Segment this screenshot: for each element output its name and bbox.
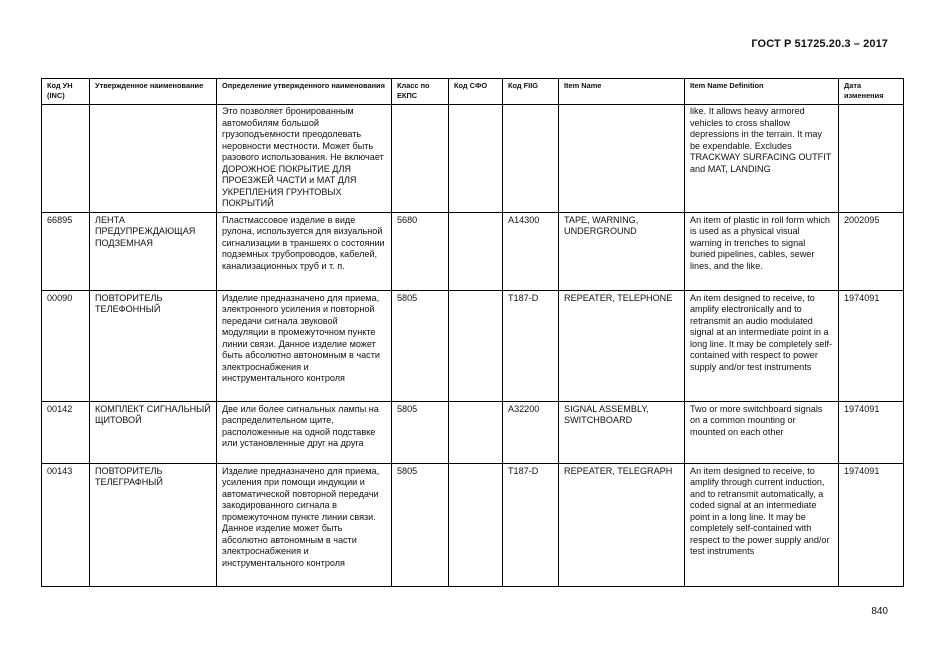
- cell-date-changed: 2002095: [839, 212, 904, 290]
- column-header-item-name: Item Name: [559, 79, 685, 105]
- cell-approved-name-definition: Две или более сигнальных лампы на распределительном щите, расположенные на одной подставке или установленные друг на друга: [217, 401, 392, 463]
- cell-item-name-definition: Two or more switchboard signals on a common mounting or mounted on each other: [685, 401, 839, 463]
- cell-sfo-code: [449, 290, 503, 401]
- cell-approved-name-definition: Пластмассовое изделие в виде рулона, используется для визуальной сигнализации в траншеях о состоянии подземных трубопроводов, кабелей, канализационных труб и т. п.: [217, 212, 392, 290]
- cell-approved-name-definition: Изделие предназначено для приема, усиления при помощи индукции и автоматической повторной передачи закодированного сигнала в промежуточном пункте линии связи. Данное изделие может быть абсолютно автономным в части электроснабжения и инструментального контроля: [217, 463, 392, 586]
- cell-approved-name: [90, 105, 217, 213]
- column-header-ekps-class: Класс по ЕКПС: [392, 79, 449, 105]
- cell-approved-name-definition: Изделие предназначено для приема, электронного усиления и повторной передачи сигнала звуковой модуляции в промежуточном пункте линии связи. Данное изделие может быть абсолютно автономным в части электроснабжения и инструментального контроля: [217, 290, 392, 401]
- cell-date-changed: 1974091: [839, 401, 904, 463]
- column-header-approved-name: Утвержденное наименование: [90, 79, 217, 105]
- cell-fiig-code: T187-D: [503, 463, 559, 586]
- cell-inc: 66895: [42, 212, 90, 290]
- cell-item-name: TAPE, WARNING, UNDERGROUND: [559, 212, 685, 290]
- cell-item-name: REPEATER, TELEGRAPH: [559, 463, 685, 586]
- cell-item-name-definition: An item of plastic in roll form which is used as a physical visual warning in trenches to signal buried pipelines, cables, sewer lines, and the like.: [685, 212, 839, 290]
- cell-item-name: [559, 105, 685, 213]
- cell-fiig-code: [503, 105, 559, 213]
- cell-approved-name: КОМПЛЕКТ СИГНАЛЬНЫЙ ЩИТОВОЙ: [90, 401, 217, 463]
- cell-date-changed: 1974091: [839, 290, 904, 401]
- cell-ekps-class: 5805: [392, 401, 449, 463]
- cell-item-name-definition: An item designed to receive, to amplify through current induction, and to retransmit automatically, a coded signal at an intermediate point in a long line. It may be completely self-contained with respect to the power supply and/or test instruments: [685, 463, 839, 586]
- cell-item-name: REPEATER, TELEPHONE: [559, 290, 685, 401]
- cell-ekps-class: 5805: [392, 463, 449, 586]
- cell-approved-name: ПОВТОРИТЕЛЬ ТЕЛЕГРАФНЫЙ: [90, 463, 217, 586]
- cell-fiig-code: A14300: [503, 212, 559, 290]
- document-standard-header: ГОСТ Р 51725.20.3 – 2017: [751, 38, 888, 50]
- column-header-item-name-definition: Item Name Definition: [685, 79, 839, 105]
- table-header-row: [42, 79, 904, 105]
- cell-sfo-code: [449, 401, 503, 463]
- cell-date-changed: [839, 105, 904, 213]
- table-row: [42, 290, 904, 401]
- cell-fiig-code: T187-D: [503, 290, 559, 401]
- cell-ekps-class: [392, 105, 449, 213]
- cell-item-name: SIGNAL ASSEMBLY, SWITCHBOARD: [559, 401, 685, 463]
- column-header-date-changed: Дата изменения: [839, 79, 904, 105]
- cell-item-name-definition: like. It allows heavy armored vehicles to cross shallow depressions in the terrain. It may be expendable. Excludes TRACKWAY SURFACING OUTFIT and MAT, LANDING: [685, 105, 839, 213]
- cell-ekps-class: 5805: [392, 290, 449, 401]
- cell-item-name-definition: An item designed to receive, to amplify electronically and to retransmit an audio modulated signal at an intermediate point in a long line. It may be completely self-contained with respect to power supply and/or test instruments: [685, 290, 839, 401]
- column-header-approved-name-definition: Определение утвержденного наименования: [217, 79, 392, 105]
- table-row: [42, 463, 904, 586]
- column-header-fiig-code: Код FIIG: [503, 79, 559, 105]
- cell-date-changed: 1974091: [839, 463, 904, 586]
- cell-inc: 00142: [42, 401, 90, 463]
- table-row: [42, 212, 904, 290]
- cell-ekps-class: 5680: [392, 212, 449, 290]
- cell-approved-name-definition: Это позволяет бронированным автомобилям большой грузоподъемности преодолевать неровности местности. Может быть разового использования. Не включает ДОРОЖНОЕ ПОКРЫТИЕ ДЛЯ ПРОЕЗЖЕЙ ЧАСТИ и МАТ ДЛЯ УКРЕПЛЕНИЯ ГРУНТОВЫХ ПОКРЫТИЙ: [217, 105, 392, 213]
- cell-sfo-code: [449, 212, 503, 290]
- cell-inc: 00090: [42, 290, 90, 401]
- cell-inc: 00143: [42, 463, 90, 586]
- cell-approved-name: ПОВТОРИТЕЛЬ ТЕЛЕФОННЫЙ: [90, 290, 217, 401]
- cell-approved-name: ЛЕНТА ПРЕДУПРЕЖДАЮЩАЯ ПОДЗЕМНАЯ: [90, 212, 217, 290]
- table-row: [42, 105, 904, 213]
- column-header-sfo-code: Код СФО: [449, 79, 503, 105]
- column-header-inc: Код УН (INC): [42, 79, 90, 105]
- cell-sfo-code: [449, 105, 503, 213]
- cell-fiig-code: A32200: [503, 401, 559, 463]
- cell-sfo-code: [449, 463, 503, 586]
- table-row: [42, 401, 904, 463]
- page-number: 840: [871, 606, 888, 617]
- cell-inc: [42, 105, 90, 213]
- catalog-table: [41, 78, 904, 587]
